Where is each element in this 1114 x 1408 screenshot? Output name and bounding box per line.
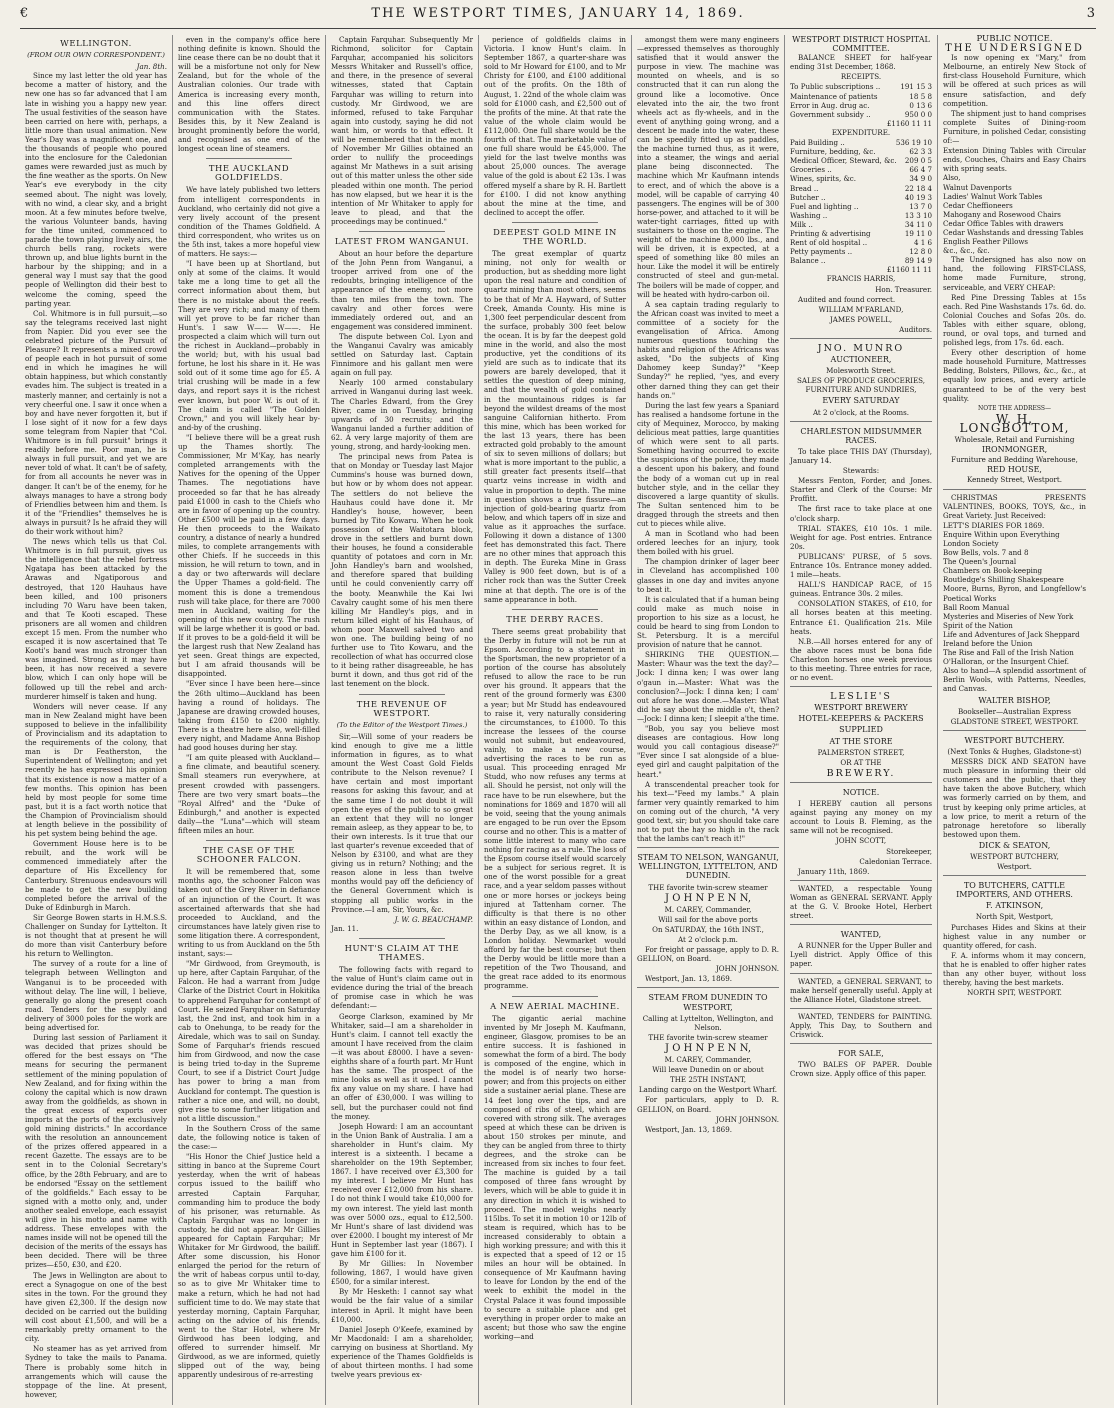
paragraph: Government House here is to be rebuilt, and the work will be commenced immediately after the departure of His Excellency for Canterbury. Strenuous endeavours will be made to get the new building completed before the arrival of the Duke of Edinburgh in March. (25, 839, 167, 912)
ad-line: FRANCIS HARRIS, (826, 274, 896, 284)
ad-line: Wholesale, Retail and Furnishing (954, 435, 1075, 445)
letter-date: Jan. 11. (331, 923, 359, 933)
auctioneer-advert (790, 338, 932, 417)
ledger-label: Groceries .. (790, 165, 832, 175)
paragraph: During last session of Parliament it was decided that prizes should be offered for the best essays on "The means for securing the permanent settlement of the mining population of New Zealand, and for fixing within the colony the capital which is now drawn away from the goldfields, as shown in the great excess of exports over imports at the ports of the exclusively gold mining districts." In accordance with the resolution an announcement of the prizes offered appeared in a recent Gazette. The essays are to be sent in to the Colonial Secretary's office, by the 28th February, and are to be endorsed "Essay on the settlement of the goldfields." Each essay to be signed with a motto only, and, under another sealed envelope, each essayist will give in his motto and name with address. These envelopes with the names inside will not be opened till the decision of the merits of the essays has been decided. There will be three prizes—£50, £30, and £20. (25, 1033, 167, 1270)
paragraph: "I have been up at Shortland, but only at some of the claims. It would take me a long time to get all the correct information about them, but there is no mistake about the reefs. They are very rich; and many of them will yet prove to be far richer than Hunt's. I saw W—— W——. He prospected a claim which will turn out the richest in Auckland—probably in the world; but, with his usual bad fortune, he lost his share in it. He was sold out of it some time ago for £5. A trial crushing will be made in a few days, and report says it is the richest ever known, but poor W. is out of it. The claim is called "The Golden Crown," and you will likely hear by-and-by of the crushing. (178, 259, 320, 432)
list-item: Also to hand—A splendid assortment of Berlin Wools, with Patterns, Needles, and Canvas. (943, 666, 1086, 694)
paragraph: "Ever since I have been here—since the 26th ultimo—Auckland has been having a round of holidays. The Japanese are drawing crowded houses, taking from £150 to £200 nightly. There is a theatre here also, well-filled every night, and Madame Anna Bishop had good houses during her stay. (178, 679, 320, 753)
article-heading: THE DERBY RACES. (506, 613, 604, 624)
ledger-amount: 89 14 9 (904, 256, 932, 266)
article-subheading: (To the Editor of the Westport Times.) (336, 720, 468, 729)
ad-line: WESTPORT BREWERY (814, 703, 908, 713)
ledger-label: Milk .. (790, 219, 813, 229)
ad-heading: WANTED, (840, 930, 882, 940)
article-heading: LATEST FROM WANGANUI. (334, 235, 470, 246)
paragraph: The great exemplar of quartz mining, not only for wealth or production, but as shedding more light upon the real nature and condition of quartz mining than most others, seems to be that of Mr A. Hayward, of Sutter Creek, Amanda County. His mine is 1,300 feet perpendicular descent from the surface, probably 300 feet below the ocean. It is by far the deepest gold mine in the world, and also the most productive, yet the conditions of its yield are such as to indicate that its powers are barely developed, that it settles the question of deep mining, and that the wealth of gold contained in the mountainous ridges is far beyond the wildest dreams of the most sanguine Californian hitherto. From this mine, which has been worked for the last 13 years, there has been extracted gold probably to the amount of six to seven millions of dollars; but what is more important to the public, a still greater fact presents itself—that quartz veins increase in width and value in proportion to depth. The mine in question shows a true fissure—an injection of gold-bearing quartz from below, and which tapers off in size and value as it approaches the surface. Following it down a distance of 1300 feet has demonstrated this fact. There are no other mines that approach this in depth. The Eureka Mine in Grass Valley is 900 feet down, but is of a richer rock than was the Sutter Creek mine at that depth. The ore is of the same appearance in both. (484, 249, 626, 604)
paragraph: Sir George Bowen starts in H.M.S.S. Challenger on Sunday for Lyttelton. It is not thought that at present he will do more than visit Canterbury before his return to Wellington. (25, 912, 167, 959)
ad-line: PALMERSTON STREET, (817, 747, 905, 757)
list-item: The Rise and Fall of the Irish Nation (943, 648, 1074, 658)
paragraph: It is calculated that if a human being could make as much noise in proportion to his size as a locust, he could be heard to sing from London to St. Petersburg. It is a merciful provision of nature that he cannot. (637, 594, 779, 650)
ad-line: Is now opening ex "Mary," from Melbourne, an entirely New Stock of first-class Household Furniture, which will be offered at such prices as will ensure satisfaction, and defy competition. (943, 53, 1086, 108)
list-item: Ladies' Walnut Work Tables (943, 191, 1043, 201)
list-item: Cedar Washstands and dressing Tables (943, 227, 1084, 237)
paragraph: George Clarkson, examined by Mr Whitaker, said—I am a shareholder in Hunt's claim. I cannot tell exactly the amount I have received from the claim—it was about £8000. I have a seven-eighths share of a fourth part. Mr Hunt has the same. The prospect of the mine looks as well as it used. I cannot fix any value on my share. I have had an offer of £30,000. I was willing to sell, but the purchaser could not find the money. (331, 1011, 473, 1121)
list-item: Enquire Within upon Everything (943, 529, 1060, 539)
ledger-row (790, 147, 932, 156)
divider (359, 938, 444, 939)
ad-line: OR AT THE (840, 757, 882, 767)
ledger-row (790, 247, 932, 256)
ledger-label: Balance .. (790, 256, 826, 266)
ship-name: J O H N P E N N, (665, 1042, 751, 1054)
ad-line: At 2 o'clock, at the Rooms. (812, 407, 910, 417)
paragraph: By Mr Hesketh: I cannot say what would be the fair value of a similar interest in April. It might have been £10,000. (331, 1287, 473, 1324)
paragraph: even in the company's office here nothing definite is known. Should the line cease there can be no doubt that it will be a misfortune not only for New Zealand, but for the whole of the Australian colonies. Our trade with America is increasing every month, and this line offers direct communication with the States. Besides this, by it New Zealand is brought prominently before the world, and recognised as one end of the longest ocean line of steamers. (178, 35, 320, 154)
paragraph: Since my last letter the old year has become a matter of history, and the new one has so far advanced that I am late in wishing you a happy new year. The usual festivities of the season have been carried on here with, perhaps, a little more than usual animation. New Year's Day was a magnificent one, and the thousands of people who poured into the enclosure for the Caledonian games were rewarded just as much by the fine weather as the sports. On New Year's eve everybody in the city seemed about. The night was lovely, with no wind, a clear sky, and a bright moon. At a few minutes before twelve, the various Volunteer bands, having for the time united, commenced to parade the town playing lively airs, the church bells rang, rockets were thrown up, and blue lights burnt in the harbour by the shipping; and in a general way I must say that the good people of Wellington did their best to welcome the coming, speed the parting year. (25, 71, 167, 308)
ad-line: Landing cargo on the Westport Wharf. (638, 1085, 778, 1095)
ad-line: The shipment just to hand comprises complete Suites of Dining-room Furniture, in polished Cedar, consisting of:— (943, 108, 1086, 146)
ledger-row (790, 110, 932, 119)
ad-line: GLADSTONE STREET, WESTPORT. (950, 716, 1079, 726)
ad-heading: WESTPORT DISTRICT HOSPITAL COMMITTEE. (792, 35, 930, 54)
paragraph: The gigantic aerial machine invented by Mr Joseph M. Kaufmann, engineer, Glasgow, promises to be an entire success. It is fashioned in somewhat the form of a bird. The body is composed of the engine, which in the model is of nearly two horse-power; and from this projects on either side a sustainer aerial plane. These are 14 feet long over the tips, and are composed of ribs of steel, which are covered with strong silk. The averages speed at which these can be driven is about 150 strokes per minute, and they can be angled from three to thirty degrees, and the stroke can be increased from six inches to four feet. The machine is guided by a tail composed of three fans wrought by levers, which will be able to guide it in any direction in which it is wished to proceed. The model weighs nearly 115lbs. To set it in motion 10 or 12lb of steam is required, which has to be increased considerably to obtain a high working pressure; and with this it is expected that a speed of 12 or 15 miles an hour will be obtained. In consequence of Mr Kaufmann having to leave for London by the end of the week to exhibit the model in the Crystal Palace it was found impossible to secure a suitable place and get everything in proper order to make an ascent; but those who saw the engine working—and (484, 1013, 627, 1341)
paragraph: No steamer has as yet arrived from Sydney to take the mails to Panama. There is probably some hitch in arrangements which will cause the stoppage of the line. At present, however, (25, 1344, 167, 1399)
ad-line: THE 25TH INSTANT, (669, 1075, 747, 1085)
ledger-row (790, 174, 932, 183)
ad-heading: STEAM FROM DUNEDIN TO WESTPORT, (648, 993, 768, 1012)
ledger-label: Maintenance of patients (790, 91, 878, 101)
ad-line: North Spit, Westport, (975, 912, 1054, 922)
masthead (20, 6, 1096, 29)
paragraph: A transcendental preacher took for his text—"Feed my lambs." A plain farmer very quaintly remarked to him on coming out of the church, "A very good text, sir; but you should take care not to put the hay so high in the rack that the lambs can't reach it!" (637, 779, 779, 844)
list-item: Extension Dining Tables with Circular ends, Couches, Chairs and Easy Chairs with spring seats. (943, 146, 1086, 174)
column-6 (785, 35, 938, 1405)
ad-heading: NOTICE. (842, 787, 880, 797)
ad-line: F. A. informs whom it may concern, that he is enabled to offer higher rates than any other buyer, without loss thereby, having the best markets. (943, 950, 1086, 988)
ledger-row (790, 92, 932, 101)
ledger-label: Printing & advertising (790, 228, 871, 238)
ledger-row (790, 101, 932, 110)
ad-date: Westport, Jan. 13, 1869. (645, 1124, 732, 1134)
newspaper-title: THE WESTPORT TIMES, JANUARY 14, 1869. (371, 6, 745, 21)
ledger-label: To Public subscriptions .. (790, 82, 881, 92)
list-item: Moore, Burns, Byron, and Longfellow's Poetical Works (943, 584, 1086, 603)
butchery-advert (943, 730, 1086, 871)
ad-line: IRONMONGER, (981, 445, 1048, 455)
section-label: RECEIPTS. (840, 72, 882, 82)
divider (359, 694, 444, 695)
ad-heading: WESTPORT BUTCHERY. (964, 735, 1065, 745)
ad-line: NORTH SPIT, WESTPORT. (967, 988, 1062, 998)
ledger-row (790, 220, 932, 229)
ad-line: JOHN SCOTT, (835, 836, 887, 846)
ledger-amount: 13 3 10 (904, 210, 932, 220)
list-item: Ireland before the Union (943, 639, 1033, 648)
paragraph: Joseph Howard: I am an accountant in the Union Bank of Australia. I am a shareholder in Hunt's claim. My interest is a sixteenth. I became a shareholder on the 19th September, 1867. I have received over £3,300 for my interest. I believe Mr Hunt has received over £12,000 from his share. I do not think I would take £10,000 for my own interest. The yield last month was over 5000 ozs., equal to £12,500. Mr Hunt's share of last dividend was over £2000. I bought my interest of Mr Hunt in September last year (1867). I gave him £100 for it. (331, 1121, 473, 1258)
ad-line: HALL'S HANDICAP RACE, of 15 guineas. Entrance 30s. 2 miles. (790, 580, 932, 599)
list-item: Spirit of the Nation (943, 620, 1013, 630)
article-heading: DEEPEST GOLD MINE IN THE WORLD. (493, 226, 617, 246)
article-heading: WELLINGTON. (60, 38, 132, 48)
furniture-list (943, 146, 1086, 255)
ad-line: Purchases Hides and Skins at their highest value in any number or quantity offered, for cash. (943, 922, 1086, 950)
paragraph: In the Southern Cross of the same date, the following notice is taken of the case:— (178, 1123, 320, 1152)
ad-line: WESTPORT BUTCHERY, (970, 851, 1059, 861)
list-item: London Society (943, 538, 999, 548)
ad-line: PUBLICANS' PURSE, of 5 sovs. Entrance 10s. Entrance money added. 1 mile—heats. (790, 551, 932, 580)
ledger-row (790, 229, 932, 238)
divider (206, 158, 291, 159)
ad-line: BALANCE SHEET for half-year ending 31st December, 1868. (790, 53, 932, 72)
ad-heading: FOR SALE, (838, 1049, 884, 1059)
ad-line: MESSRS DICK AND SEATON have much pleasure in informing their old customers and the public, that they have taken the above Butchery, which was formerly carried on by them, and trust by keeping only prime articles, at a low price, to merit a return of the patronage heretofore so liberally bestowed upon them. (943, 757, 1086, 839)
ad-signature: JOHN JOHNSON. (715, 964, 779, 974)
paragraph: "His Honor the Chief Justice held a sitting in banco at the Supreme Court yesterday, when the writ of habeas corpus issued to the bailiff who arrested Captain Farquhar, commanding him to produce the body of his prisoner, was returnable. As Captain Farquhar was no longer in custody, he did not appear. Mr Gillies appeared for Captain Farquhar; Mr Whitaker for Mr Girdwood, the bailiff. After some discussion, his Honor enlarged the period for the return of the writ of habeas corpus until to-day, so as to give Mr Whitaker time to make a return, which he had not had sufficient time to do. We may state that yesterday morning, Captain Farquhar, acting on the advice of his friends, went to the Star Hotel, where Mr Girdwood has been lodging, and offered to surrender himself. Mr Girdwood, as we are informed, quietly slipped out of the way, being apparently undesirous of re-arresting (178, 1152, 320, 1380)
paragraph: "Bob, you say you believe most diseases are contagious. How long would you call contagious disease?" "Ever since I sat alongside of a blue-eyed girl and caught palpitation of the heart." (637, 724, 779, 779)
paragraph: The dispute between Col. Lyon and the Wanganui Cavalry was amicably settled on Saturday last. Captain Finnimore and his gallant men were again on full pay. (331, 331, 473, 378)
list-item: Also, (943, 173, 961, 183)
ad-line: Molesworth Street. (826, 366, 896, 376)
ad-line: TRIAL STAKES, £10 10s. 1 mile. Weight for age. Post entries. Entrance 20s. (790, 523, 932, 551)
paragraph: A man in Scotland who had been ordered leeches for an injury, took them boiled with his gruel. (637, 529, 779, 557)
steamer-advert-dunedin (637, 987, 779, 1133)
races-advert (790, 421, 932, 683)
ad-line: WANTED, TENDERS for PAINTING. Apply, This Day, to Southern and Criswick. (790, 1011, 932, 1039)
ledger-amount: 40 19 3 (904, 192, 932, 202)
paragraph: By Mr Gillies: In November following, 1867, I would have given £500, for a similar interest. (331, 1259, 473, 1287)
ledger-label: Petty payments .. (790, 247, 853, 257)
ledger-amount: 18 5 8 (909, 91, 932, 101)
ad-line: JAMES POWELL, (829, 314, 893, 324)
steamer-advert-nelson (637, 847, 779, 983)
article-heading: A NEW AERIAL MACHINE. (490, 1000, 620, 1011)
ledger-amount: 536 19 10 (895, 138, 932, 148)
paragraph: It will be remembered that, some months ago, the schooner Falcon was taken out of the Grey River in defiance of an injunction of the Court. It was ascertained afterwards that she had proceeded to Auckland, and the circumstances have lately given rise to some litigation there. A correspondent, writing to us from Auckland on the 5th instant, says:— (178, 867, 320, 959)
paragraph: Col. Whitmore is in full pursuit,—so say the telegrams received last night from Napier. Did you ever see the celebrated picture of the Pursuit of Pleasure? It represents a mixed crowd of people each in hot pursuit of some end in which he imagines he will obtain happiness, but which constantly evades him. The subject is treated in a masterly manner, and certainly is not a very cheerful one. I saw it once when a boy and have never forgotten it, but if I lose sight of it now for a few days some telegram from Napier that "Col. Whitmore is in full pursuit" brings it readily before me. Poor man, he is always in full pursuit, and yet we are never told of what. It can't be of safety, for from all accounts he never was in danger. It can't be of the enemy, for he always manages to have a strong body of Friendlies between him and them. Is it of the "Friendlies" themselves he is always in pursuit? Is he afraid they will do their work without him? (25, 308, 167, 536)
paragraph: The champion drinker of lager beer in Cleveland has accomplished 100 glasses in one day and invites anyone to beat it. (637, 557, 779, 594)
ad-line: HOTEL-KEEPERS & PACKERS (798, 714, 924, 724)
paragraph: "I believe there will be a great rush up the Thames shortly. The Commissioner, Mr M'Kay, has nearly completed arrangements with the Natives for the opening of the Upper Thames. The negotiations have proceeded so far that he has already paid £1000 in cash to the Chiefs who are in favor of opening up the country. Other £500 will be paid in a few days. He then proceeds to the Waikato country, a distance of nearly a hundred miles, to complete arrangements with other Chiefs. If he succeeds in this mission, he will return to town, and in a day or two afterwards will declare the Upper Thames a gold-field. The moment this is done a tremendous rush will take place, for there are 7000 men in Auckland, waiting for the opening of this new country. The rush will be large whether it is good or bad. If it proves to be a gold-field it will be the largest rush that New Zealand has yet seen. Great things are expected, but I am afraid thousands will be disappointed. (178, 432, 320, 679)
ledger-label: Butcher .. (790, 192, 826, 202)
ad-line: M. CAREY, Commander, (664, 1055, 752, 1065)
ledger-row (790, 138, 932, 147)
ad-line: At 2 o'clock p.m. (678, 935, 738, 944)
book-list (943, 521, 1086, 694)
ad-line: SUPPLIED (839, 725, 883, 735)
paragraph: "Mr Girdwood, from Greymouth, is up here, after Captain Farquhar, of the Falcon. He had a warrant from Judge Clarke of the District Court in Hokitika to apprehend Farquhar for contempt of Court. He seized Farquhar on Saturday last, the 2nd inst, and took him in a cab to Onehunga, to be ready for the Airedale, which was to sail on Sunday. Some of Farquhar's friends rescued him from Girdwood, and now the case is being tried to-day in the Supreme Court, to see if a District Court Judge has power to bring a man from Auckland for contempt. The question is rather a nice one, and will, no doubt, give rise to some further litigation and not a little discussion." (178, 959, 320, 1123)
wanted-advert (790, 973, 932, 1004)
paragraph: The following facts with regard to the value of Hunt's claim came out in evidence during the trial of the breach of promise case in which he was defendant:— (331, 965, 473, 1011)
list-item: Mysteries and Miseries of New York (943, 611, 1074, 621)
for-sale-advert (790, 1043, 932, 1078)
ad-line: The Undersigned has also now on hand, the following FIRST-CLASS, home made Furniture, strong, serviceable, and VERY CHEAP: (943, 255, 1086, 292)
paragraph: About an hour before the departure of the John Penn from Wanganui, a trooper arrived from one of the redoubts, bringing intelligence of the appearance of the enemy, not more than ten miles from the town. The cavalry and other forces were immediately ordered out, and an engagement was considered imminent. (331, 249, 473, 331)
ad-line: N.B.—All horses entered for any of the above races must be bona fide Charleston horses one week previous to this meeting. Three entries for race, or no event. (790, 636, 932, 683)
ad-heading: PUBLIC NOTICE. (976, 35, 1053, 44)
total-value: £1160 11 11 (886, 265, 932, 275)
article-heading: THE REVENUE OF WESTPORT. (356, 698, 448, 718)
ad-line: AT THE STORE (829, 736, 893, 746)
ledger-label: Paid Building .. (790, 138, 845, 148)
ad-line: Stewards: (842, 466, 880, 476)
expenditure-total (790, 265, 932, 274)
ledger-amount: 209 0 5 (904, 156, 932, 166)
ad-line: Every other description of home made household Furniture, Mattresses Bedding, Bolsters, Pillows, &c., &c., at equally low prices, and every article guaranteed to be of the very best quality. (943, 348, 1086, 403)
ledger-row (790, 82, 932, 91)
paragraph: A sea captain trading regularly to the African coast was invited to meet a committee of a society for the evangelisation of Africa. Among numerous questions touching the habits and religion of the Africans was asked, "Do the subjects of King Dahomey keep Sunday?" "Keep Sunday?" he replied, "yes, and every other darned thing they can get their hands on." (637, 299, 779, 400)
ad-line: For particulars, apply to D. R. GELLION, on Board. (637, 1095, 779, 1114)
column-1 (20, 35, 173, 1405)
ad-line: (Next Tonks & Hughes, Gladstone-st) (947, 746, 1082, 756)
list-item: Chambers on Book-keeping (943, 566, 1043, 576)
ledger-row (790, 165, 932, 174)
divider (359, 231, 444, 232)
ad-line: CONSOLATION STAKES, of £10, for all horses beaten at this meeting. Entrance £1. Qualification 21s. Mile heats. (790, 599, 932, 636)
hides-advert (943, 875, 1086, 997)
advertiser-name: F. ATKINSON, (985, 901, 1044, 911)
ad-line: Westport. (997, 862, 1032, 872)
column-7 (938, 35, 1091, 1405)
column-4 (479, 35, 632, 1405)
ledger-row (790, 256, 932, 265)
ad-line: The first race to take place at one o'clock sharp. (790, 504, 932, 523)
ad-line: AUCTIONEER, (830, 355, 892, 365)
ad-line: Furniture and Bedding Warehouse, (951, 455, 1078, 465)
ledger-amount: 22 18 4 (904, 183, 932, 193)
bookseller-advert (943, 489, 1086, 726)
divider (512, 222, 597, 223)
list-item: Life and Adventures of Jack Sheppard (943, 629, 1080, 639)
ledger-label: Bread .. (790, 183, 819, 193)
ad-line: Hon. Treasurer. (875, 284, 932, 294)
ledger-row (790, 202, 932, 211)
ad-line: Kennedy Street, Westport. (966, 475, 1062, 485)
ledger-amount: 4 1 6 (913, 238, 932, 248)
ad-line: Audited and found correct. (798, 294, 896, 304)
ad-line: A RUNNER for the Upper Buller and Lyell district. Apply Office of this paper. (790, 941, 932, 969)
ledger-label: Furniture, bedding, &c. (790, 147, 876, 157)
paragraph: The principal news from Patea is that on Monday or Tuesday last Major Cummins's house was burned down, but how or by whom does not appear. The settlers do not believe the Hauhaus could have done it. Mr Handley's house, however, been burned by Tito Kowaru. When he took possession of the Waitotara block, drove in the settlers and burnt down their houses, he found a considerable quantity of potatoes and corn in Mr. John Handley's barn and woolshed, and therefore spared that building until he could conveniently carry off the booty. Meanwhile the Kai Iwi Cavalry caught some of his men there killing Mr Handley's pigs, and in return killed eight of his Hauhaus, of whom poor Maxwell salved two and won one. The building being of no further use to Tito Kowaru, and the recollection of what has occurred close to it being rather disagreeable, he has burnt it down, and thus got rid of the last tenement on the block. (331, 452, 473, 689)
ledger-amount: 66 4 7 (909, 165, 932, 175)
article-heading: THE CASE OF THE SCHOONER FALCON. (196, 845, 302, 865)
column-5 (632, 35, 785, 1405)
wanted-advert (790, 924, 932, 968)
brewery-advert (790, 686, 932, 778)
columns (20, 35, 1096, 1405)
ad-line: Bookseller—Australian Express (957, 706, 1072, 716)
list-item: Cedar Cheffioneers (943, 200, 1013, 210)
wanted-advert (790, 1008, 932, 1039)
paragraph: We have lately published two letters from intelligent correspondents in Auckland, who certainly did not give a very lively account of the present condition of the Thames Goldfield. A third correspondent, who writes us on the 5th inst, takes a more hopeful view of matters. He says:— (178, 185, 320, 259)
ad-heading: STEAM TO NELSON, WANGANUI, WELLINGTON, LYTTELTON, AND DUNEDIN. (637, 853, 779, 881)
ledger-amount: 62 3 3 (909, 147, 932, 157)
ledger-amount: 950 0 0 (904, 109, 932, 119)
ledger-label: Government subsidy .. (790, 109, 871, 119)
ad-heading: CHRISTMAS PRESENTS VALENTINES, BOOKS, TOYS, &c., in Great Variety. Just Received: (943, 492, 1086, 520)
ad-line: To take place THIS DAY (Thursday), January 14. (790, 446, 932, 465)
list-item: Walnut Davenports (943, 182, 1012, 192)
ad-line: THE favorite twin-screw steamer (648, 1032, 768, 1042)
ledger-label: Rent of old hospital .. (790, 238, 868, 248)
ad-line: Will sail for the above ports (658, 914, 758, 924)
ad-line: BREWERY. (826, 767, 896, 779)
ad-line: Messrs Fenton, Forder, and Jones. Starter and Clerk of the Course: Mr Proffitt. (790, 476, 932, 504)
ad-line: Red Pine Dressing Tables at 15s each. Red Pine Washstands 17s. 6d. do. Colonial Couches and Sofas 20s. do. Tables with either square, oblong, round, or oval tops, and turned and polished legs, from 17s. 6d. each. (943, 292, 1086, 348)
ledger-amount: 12 8 0 (909, 247, 932, 257)
paragraph: SHIRKING THE QUESTION.—Master: Whaur was the text the day?—Jock: I dinna ken; I was ower lang o'gaun in.—Master: What was the conclusion?—Jock: I dinna ken; I cam' out afore he was done.—Master: What did he say about the middle o't, then?—Jock: I dinna ken; I sleepit a'the time. (637, 650, 779, 723)
column-3 (326, 35, 479, 1405)
advertiser-name: W. H. LONGBOTTOM, (959, 411, 1070, 435)
ad-line: Storekeeper, (886, 846, 932, 856)
ledger-label: Washing .. (790, 210, 828, 220)
article-heading: HUNT'S CLAIM AT THE THAMES. (344, 942, 460, 962)
paragraph: The news which tells us that Col. Whitmore is in full pursuit, gives us the intelligence that the rebel fortress Ngatapa has been attacked by the Arawas and Ngatiporous and destroyed, that 120 Hauhaus have been killed, and 100 prisoners including 70 Waru have been taken, and that Te Kooti escaped. These prisoners are all women and children except 15 men. From the number who escaped it is now ascertained that Te Kooti's band was much stronger than was imagined. Strong as it may have been, it has now received a severe blow, which I can only hope will be followed up till the rebel and arch-murderer himself is taken and hung. (25, 537, 167, 701)
paragraph: perience of goldfields claims in Victoria. I know Hunt's claim. In September 1867, a quarter-share was sold to Mr Howard for £100, and to Mr Christy for £100, and £100 additional out of the profits. On the 18th of August, 1. 22nd of the whole claim was sold for £1000 cash, and £2,500 out of the profits of the mine. At that rate the value of the whole claim would be £112,000. One full share would be the fourth of that. The marketable value of one full share would be £45,000. The yield for the last twelve months was about 25,000 ounces. The average value of the gold is about £2 13s. I was offered myself a share by R. H. Bartlett for £100. I did not know anything about the mine at the time, and declined to accept the offer. (484, 35, 626, 217)
ledger-amount: 34 9 0 (909, 174, 932, 184)
page-number: 3 (1086, 6, 1096, 21)
ledger-row (790, 211, 932, 220)
ad-line: Calling at Lyttelton, Wellington, and Nelson. (642, 1013, 774, 1032)
ad-heading: THE UNDERSIGNED (945, 43, 1084, 55)
paragraph: Sir,—Will some of your readers be kind enough to give me a little information in figures, as to what amount the West Coast Gold Fields contribute to the Nelson revenue? I have certain and most important reasons for asking this favour, and at the same time I do not doubt it will open the eyes of the public to so great an extent that they will no longer remain asleep, as they appear to be, to their own interests. Is it true that our last quarter's revenue exceeded that of Nelson by £3100, and what are they giving us in return? Nothing; and the reason alone in less than twelve months would pay off the deficiency of the General Government which is stopping all public works in the Province.—I am, Sir, Yours, &c. (331, 731, 473, 914)
ad-line: NOTE THE ADDRESS— (978, 404, 1051, 412)
list-item: Bow Bells, vols. 7 and 8 (943, 548, 1029, 558)
ad-heading: LESLIE'S (830, 691, 892, 703)
article-subheading: (FROM OUR OWN CORRESPONDENT.) (27, 51, 165, 60)
wanted-advert (790, 880, 932, 920)
ledger-amount: 13 7 0 (909, 201, 932, 211)
ad-line: WILLIAM M'FARLAND, (818, 304, 904, 314)
total-value: £1160 11 11 (886, 118, 932, 128)
list-item: &c., &c., &c. (943, 246, 990, 256)
advertiser-name: DICK & SEATON, (978, 840, 1051, 850)
ad-line: M. CAREY, Commander, (664, 904, 752, 914)
ledger-row (790, 184, 932, 193)
ad-line: THE favorite twin-screw steamer (648, 882, 768, 892)
ledger-amount: 0 13 6 (909, 100, 932, 110)
ad-heading: JNO. MUNRO (817, 343, 905, 354)
paragraph: Captain Farquhar. Subsequently Mr Richmond, solicitor for Captain Farquhar, accompanied his solicitors Messrs Whitaker and Russell's office, and there, in the presence of several witnesses, stated that Captain Farquhar was willing to return into custody. Mr Girdwood, we are informed, refused to take Farquhar again into custody, saying he did not want him, or words to that effect. It will be remembered that in the month of November Mr Gillies obtained an order to nullify the proceedings against Mr Mathews in a suit arising out of this matter unless the other side pleaded within one month. The period has now elapsed, but we hear it is the intention of Mr Whitaker to apply for leave to plead, and that the proceedings may be continued." (331, 35, 473, 226)
ledger-row (790, 238, 932, 247)
ledger-row (790, 156, 932, 165)
column-2 (173, 35, 326, 1405)
ledger-row (790, 193, 932, 202)
ledger-label: Error in Aug. drug ac. (790, 100, 870, 110)
paragraph: The survey of a route for a line of telegraph between Wellington and Wanganui is to be proceeded with without delay. The line will, I believe, generally go along the present coach road. Tenders for the supply and delivery of 3000 poles for the work are being advertised for. (25, 959, 167, 1033)
ledger-label: Fuel and lighting .. (790, 201, 859, 211)
list-item: Cedar Office Tables with drawers (943, 218, 1064, 228)
advertiser-name: WALTER BISHOP, (978, 695, 1051, 705)
ledger-amount: 34 11 0 (904, 219, 932, 229)
ad-line: WANTED, a GENERAL SERVANT, to make herself generally useful. Apply at the Alliance Hotel, Gladstone street. (790, 976, 932, 1004)
paragraph: The Jews in Wellington are about to erect a Synagogue on one of the best sites in the town. For the ground they have given £2,300. If the design now decided on be carried out the building will cost about £1,500, and will be a remarkably pretty ornament to the city. (25, 1270, 167, 1344)
list-item: Mahogany and Rosewood Chairs (943, 209, 1061, 219)
paragraph: There seems great probability that the Derby in future will not be run at Epsom. According to a statement in the Sportsman, the new proprietor of a portion of the course has absolutely refused to allow the race to be run over his ground. It appears that the rent of the ground formerly was £300 a year; but Mr Studd has endeavoured to raise it, very naturally considering the circumstances, to £1000. To this increase the lessees of the course would not submit, but endeavoured, vainly, to make a new course, advertising the races to be run as usual. This proceeding enraged Mr Studd, who now refuses any terms at all. Should he persist, not only will the race have to be run elsewhere, but the nominations for 1869 and 1870 will all be void, seeing that the young animals are engaged to be run over the Epsom course and no other. This is a matter of some little interest to many who care nothing for racing as a rule. The loss of the Epsom course itself would scarcely be a subject for serious regret. It is one of the worst possible for a great race, and a year seldom passes without one or more horses or jockeys being injured at Tattenham corner. The difficulty is that there is no other within an easy distance of London, and the Derby Day, as we all know, is a London holiday. Newmarket would afford by far the best course; but then the Derby would be little more than a repetition of the Two Thousand, and the great race added to its enormous programme. (484, 626, 626, 991)
divider (512, 609, 597, 610)
list-item: O'Halloran, or the Insurgent Chief. (943, 657, 1069, 667)
ledger-label: Wines, spirits, &c. (790, 174, 857, 184)
list-item: English Feather Pillows (943, 237, 1029, 247)
paragraph: During the last few years a Spaniard has realised a handsome fortune in the city of Mequinez, Morocco, by making delicious meat patties, large quantities of which were sent to all parts. Something having occurred to excite the suspicions of the police, they made a descent upon his bakery, and found the body of a woman cut up in real butcher style, and in the cellar they discovered a large quantity of skulls. The Sultan sentenced him to be dragged through the streets and then cut to pieces while alive. (637, 400, 779, 528)
paragraph: Wonders will never cease. If any man in New Zealand might have been supposed to believe in the infallibility of Provincialism and its adaptation to the requirements of the colony, that man is Dr Featherston, the Superintendent of Wellington; and yet recently he has expressed his opinion that its existence is now a matter of a few months. This opinion has been held by most people for some time past, but it is a fact worth notice that the Champion of Provincialism should at length believe in the possibility of his pet system being behind the age. (25, 701, 167, 839)
ledger-label: Medical Officer, Steward, &c. (790, 156, 897, 166)
list-item: LETT'S DIARIES FOR 1869. (943, 520, 1045, 530)
ledger-amount: 191 15 3 (900, 82, 932, 92)
ad-line: For freight or passage, apply to D. R. GELLION, on Board. (637, 945, 779, 964)
ad-line: Auditors. (899, 324, 932, 334)
page-mark: € (20, 6, 30, 21)
divider (512, 996, 597, 997)
ad-line: I HEREBY caution all persons against paying any money on my account to Louis B. Fleming, as the same will not be recognised. (790, 799, 932, 836)
paragraph: amongst them were many engineers—expressed themselves as thoroughly satisfied that it would answer the purpose in view. The machine was mounted on wheels, and is so constructed that it can run along the ground like a locomotive. Once elevated into the air, the two front wheels act as fly-wheels, and in the event of anything going wrong, and a descent be made into the water, these can be speedily fitted up as paddles, the machine turned thus, as it were, into a steamer, the wings and aerial plane being disconnected. The machine which Mr Kaufmann intends to erect, and of which the above is a model, will be capable of carrying 40 passengers. The engines will be of 300 horse-power, and attached to it will be water-tight carriages, fitted up with sustainers to those on the engine. The weight of the machine 8,000 lbs., and will be driven, it is expected, at a speed of something like 80 miles an hour. Like the model it will be entirely constructed of steel and gun-metal. The boilers will be made of copper, and will be heated with hydro-carbon oil. (637, 35, 779, 299)
ledger-amount: 19 11 0 (904, 228, 932, 238)
paragraph: "I am quite pleased with Auckland—a fine climate, and beautiful scenery. Small steamers run everywhere, at present crowded with passengers. There are two very smart boats—the "Royal Alfred" and the "Duke of Edinburgh," and another is expected daily—the "Luna"—which will steam fifteen miles an hour. (178, 753, 320, 835)
ad-heading: TO BUTCHERS, CATTLE IMPORTERS, AND OTHERS. (956, 881, 1073, 900)
ad-line: TWO BALES OF PAPER. Double Crown size. Apply office of this paper. (790, 1060, 932, 1079)
ad-line: Caledonian Terrace. (859, 856, 932, 866)
paragraph: Nearly 100 armed constabulary arrived in Wanganui during last week. The Charles Edward, from the Grey River, came in on Tuesday, bringing upwards of 30 recruits; and the Wanganui landed a further addition of 62. A very large majority of them are young, strong, and hardy-looking men. (331, 378, 473, 452)
expenditure-table (790, 138, 932, 265)
ship-name: J O H N P E N N, (665, 892, 751, 904)
receipts-total (790, 119, 932, 128)
list-item: The Queen's Journal (943, 557, 1017, 567)
letter-signature: J. W. G. BEAUCHAMP. (394, 914, 473, 924)
paragraph: Daniel Joseph O'Keefe, examined by Mr Macdonald: I am a shareholder, carrying on business at Shortland. My experience of the Thames Goldfields is of about thirteen months. I had some twelve years previous ex- (331, 1324, 473, 1380)
ad-line: EVERY SATURDAY (822, 396, 900, 406)
ad-heading: CHARLESTON MIDSUMMER RACES. (800, 426, 922, 445)
section-label: EXPENDITURE. (831, 127, 891, 137)
ad-line: WANTED, a respectable Young Woman as GENERAL SERVANT. Apply at the G. V. Brooke Hotel, Herbert street. (790, 883, 932, 921)
list-item: Routledge's Shilling Shakespeare (943, 575, 1064, 585)
divider (206, 840, 291, 841)
ad-line: Will leave Dunedin on or about (652, 1065, 764, 1075)
ad-line: On SATURDAY, the 16th INST., (652, 924, 764, 934)
ad-signature: JOHN JOHNSON. (715, 1114, 779, 1124)
ad-line: January 11th, 1869. (798, 866, 870, 876)
receipts-table (790, 82, 932, 118)
list-item: Ball Room Manual (943, 602, 1010, 612)
article-heading: THE AUCKLAND GOLDFIELDS. (208, 163, 290, 183)
ad-line: SALES OF PRODUCE GROCERIES, FURNITURE AND SUNDRIES, (796, 376, 926, 395)
ad-line: RED HOUSE, (987, 465, 1042, 475)
notice-advert (790, 782, 932, 876)
ad-date: Westport, Jan. 13, 1869. (645, 974, 732, 984)
article-date: Jan. 8th. (136, 62, 167, 72)
